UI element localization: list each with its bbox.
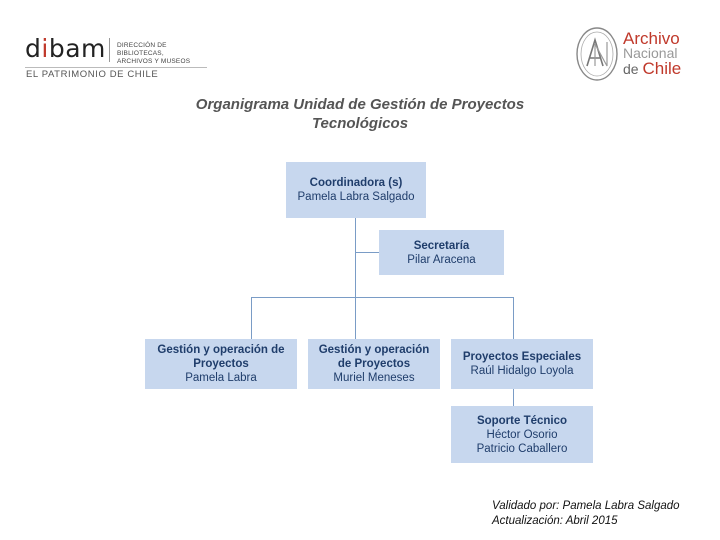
org-box-proyectos-especiales — [451, 339, 593, 389]
page-title: Organigrama Unidad de Gestión de Proyectos Tecnológicos — [195, 96, 525, 132]
connector-gestion2 — [355, 297, 356, 339]
role-label: Gestión y operación — [318, 344, 430, 356]
dibam-subtitle: DIRECCIÓN DE BIBLIOTECAS, ARCHIVOS Y MUSEOS — [117, 42, 191, 65]
dibam-divider — [25, 67, 207, 68]
role-label: Coordinadora (s) — [309, 177, 403, 189]
connector-soporte — [513, 388, 514, 406]
dibam-wordmark: dibam — [25, 34, 106, 63]
role-label: Proyectos — [193, 358, 249, 370]
person-name: Pamela Labra Salgado — [297, 191, 415, 203]
dibam-tagline: EL PATRIMONIO DE CHILE — [26, 69, 159, 80]
org-box-gestion-1 — [145, 339, 297, 389]
person-name: Muriel Meneses — [333, 372, 415, 384]
archivo-wordmark: Archivo Nacional de Chile — [623, 29, 682, 78]
connector-especiales — [513, 297, 514, 339]
connector-secretaria — [355, 252, 379, 253]
updated-date: Actualización: Abril 2015 — [492, 515, 618, 527]
role-label: de Proyectos — [337, 358, 411, 370]
person-name: Patricio Caballero — [476, 442, 568, 455]
archivo-seal-icon — [575, 26, 619, 82]
validated-by: Validado por: Pamela Labra Salgado — [492, 500, 680, 512]
connector-horizontal — [251, 297, 513, 298]
org-box-coordinadora — [286, 162, 426, 218]
role-label: Proyectos Especiales — [462, 351, 582, 363]
validation-footer — [492, 499, 680, 529]
org-box-gestion-2 — [308, 339, 440, 389]
role-label: Gestión y operación de — [157, 344, 285, 356]
role-label: Soporte Técnico — [476, 414, 568, 427]
dibam-logo — [25, 32, 210, 82]
org-box-secretaria — [379, 230, 504, 275]
connector-gestion1 — [251, 297, 252, 339]
dibam-separator — [109, 38, 110, 62]
person-name: Pamela Labra — [185, 372, 257, 384]
org-box-soporte-tecnico — [451, 406, 593, 463]
role-label: Secretaría — [413, 239, 470, 252]
archivo-nacional-logo — [575, 26, 690, 84]
connector-trunk — [355, 217, 356, 298]
person-name: Héctor Osorio — [486, 428, 558, 441]
person-name: Raúl Hidalgo Loyola — [470, 365, 574, 377]
person-name: Pilar Aracena — [407, 253, 476, 266]
